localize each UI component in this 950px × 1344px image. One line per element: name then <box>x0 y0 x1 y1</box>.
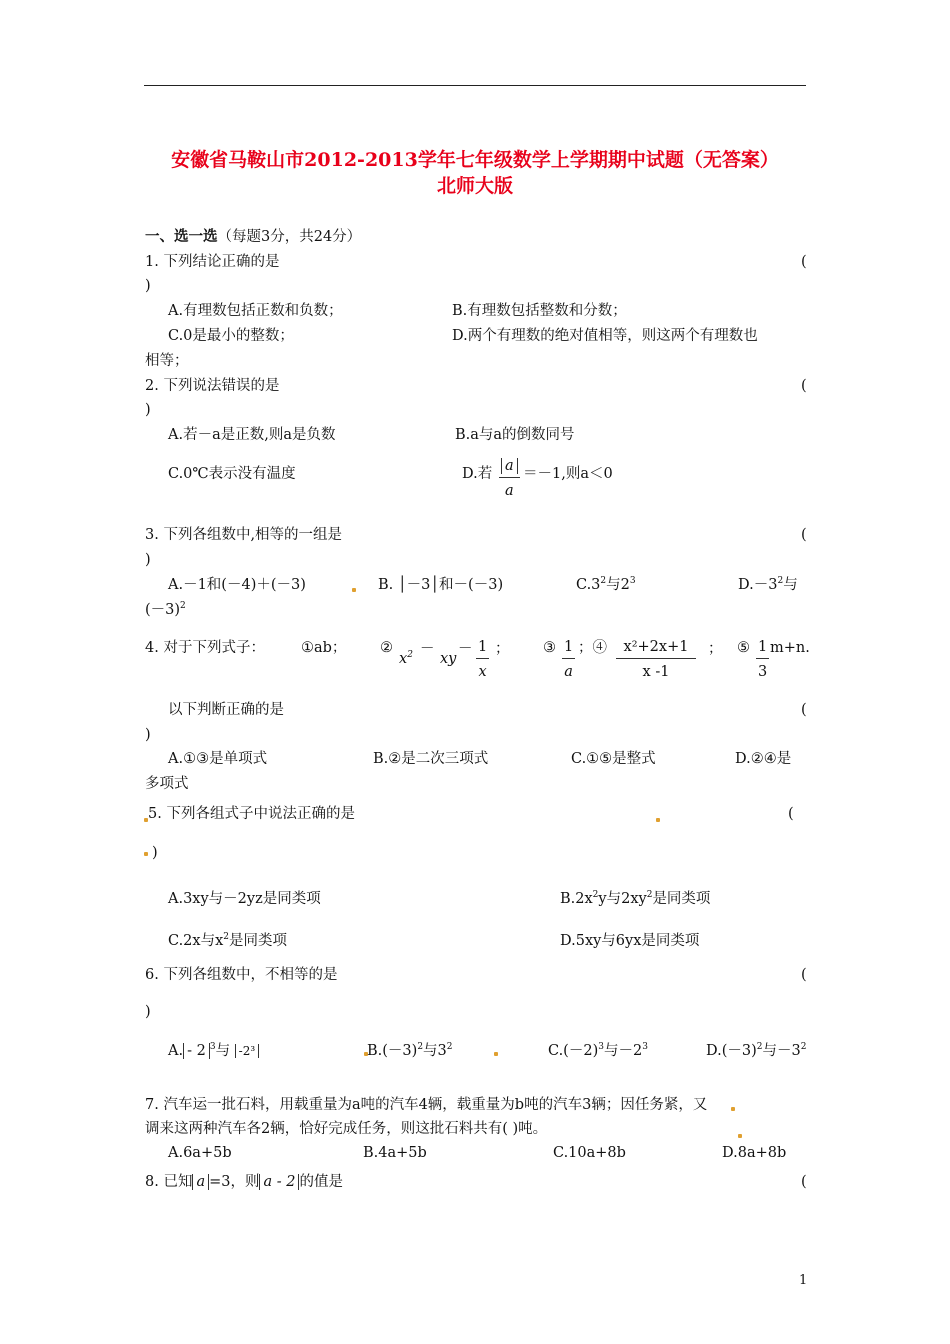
fraction-denominator: a <box>564 664 573 680</box>
q1-option-d-cont: 相等； <box>145 353 189 369</box>
fraction-denominator: x -1 <box>642 664 670 680</box>
q4-expr-5-fraction <box>756 638 769 681</box>
q4-expr-1: ①ab； <box>301 640 347 656</box>
q3-d-cont-base: (－3) <box>145 602 181 618</box>
q6-d-pre: D.(－3) <box>706 1043 757 1059</box>
q3-c-base2: 与2 <box>606 577 630 593</box>
q8-paren-open: ( <box>801 1174 807 1190</box>
q4-expr-2-minus: － <box>420 641 435 657</box>
artifact-dot <box>144 852 148 856</box>
q5-option-b <box>560 890 710 908</box>
abs-neg-2: - 2 <box>183 1043 210 1059</box>
q8-pre: 8. 已知 <box>145 1174 193 1190</box>
q4-option-a: A.①③是单项式 <box>168 751 268 767</box>
q3-c-exp2: 3 <box>629 576 636 586</box>
q3-option-b: B. │－3│和－(－3) <box>378 577 504 593</box>
q3-d-exp: 2 <box>777 576 784 586</box>
q3-d-mid: 与 <box>783 577 798 593</box>
q4-option-d-cont: 多项式 <box>145 776 189 792</box>
q6-option-d <box>706 1042 806 1060</box>
artifact-dot <box>738 1134 742 1138</box>
q2-option-b: B.a与a的倒数同号 <box>455 427 575 443</box>
q5-stem: 5. 下列各组式子中说法正确的是 <box>148 806 355 822</box>
q7-option-d: D.8a+8b <box>722 1145 787 1161</box>
abs-neg-2-cubed: -2³ <box>235 1044 260 1058</box>
exp-2: 2 <box>407 650 413 660</box>
q5-c-pre: C.2x与x <box>168 933 224 949</box>
q4-expr-2-end: ； <box>495 641 510 657</box>
q1-stem: 1. 下列结论正确的是 <box>145 254 280 270</box>
q6-paren-close: ) <box>145 1004 151 1020</box>
q3-option-a: A.－1和(－4)＋(－3) <box>168 577 306 593</box>
q6-a-pre: A. <box>168 1043 184 1059</box>
q8-mid: =3，则 <box>209 1174 260 1190</box>
q5-paren-open: ( <box>788 806 794 822</box>
q4-expr-4-mark: ；④ <box>578 640 607 656</box>
fraction-denominator: x <box>478 664 487 680</box>
q5-c-end: 是同类项 <box>229 933 288 949</box>
q1-paren-close: ) <box>145 278 151 294</box>
q6-d-exp: 2 <box>756 1042 763 1052</box>
q6-paren-open: ( <box>801 967 807 983</box>
fraction-denominator: 3 <box>758 664 768 680</box>
q3-option-d <box>738 576 798 594</box>
q7-option-a: A.6a+5b <box>168 1145 232 1161</box>
document-subtitle: 北师大版 <box>436 175 513 197</box>
q3-c-base1: C.3 <box>576 577 601 593</box>
q4-judge: 以下判断正确的是 <box>168 702 284 718</box>
q4-expr-3-mark: ③ <box>543 640 556 656</box>
q3-option-c <box>576 576 636 594</box>
q2-option-d-fraction <box>499 457 520 500</box>
q7-line-1: 7. 汽车运一批石料，用载重量为a吨的汽车4辆，载重量为b吨的汽车3辆；因任务紧，又 <box>145 1097 708 1113</box>
q4-paren-open: ( <box>801 702 807 718</box>
q7-option-c: C.10a+8b <box>553 1145 626 1161</box>
fraction-denominator: a <box>505 483 514 499</box>
q4-option-d: D.②④是 <box>735 751 792 767</box>
section-heading <box>145 228 361 246</box>
q5-option-a: A.3xy与－2yz是同类项 <box>168 891 321 907</box>
header-rule <box>144 85 806 86</box>
q4-expr-2-xy: xy <box>440 651 457 667</box>
abs-a-minus-2: a - 2 <box>259 1174 299 1190</box>
artifact-dot <box>494 1052 498 1056</box>
abs-a: a <box>501 458 518 474</box>
q6-b-exp2: 2 <box>446 1042 453 1052</box>
q2-stem: 2. 下列说法错误的是 <box>145 378 280 394</box>
q6-d-mid: 与－3 <box>762 1043 801 1059</box>
q1-option-b: B.有理数包括整数和分数； <box>452 303 627 319</box>
q2-paren-close: ) <box>145 402 151 418</box>
artifact-dot <box>656 818 660 822</box>
q4-expr-2-fraction <box>476 638 489 681</box>
q6-c-exp: 3 <box>598 1042 604 1052</box>
q3-option-d-cont <box>145 601 186 619</box>
q4-expr-5-mark: ⑤ <box>737 640 750 656</box>
q1-option-a: A.有理数包括正数和负数； <box>168 303 343 319</box>
q3-stem: 3. 下列各组数中,相等的一组是 <box>145 527 343 543</box>
q5-paren-close: ) <box>152 845 158 861</box>
q4-expr-2-x <box>399 650 413 668</box>
q6-stem: 6. 下列各组数中，不相等的是 <box>145 967 338 983</box>
fraction-numerator: x²+2x+1 <box>616 638 696 659</box>
q4-expr-5-end: m+n. <box>770 640 810 656</box>
q3-d-base: D.－3 <box>738 577 778 593</box>
q4-option-b: B.②是二次三项式 <box>373 751 489 767</box>
section-note: （每题3分，共24分） <box>217 229 362 245</box>
q6-b-pre: B.(－3) <box>367 1043 418 1059</box>
q6-b-exp: 2 <box>417 1042 424 1052</box>
q7-option-b: B.4a+5b <box>363 1145 427 1161</box>
q2-option-d-suffix: ＝－1,则a＜0 <box>523 466 613 482</box>
document-title: 安徽省马鞍山市2012-2013学年七年级数学上学期期中试题（无答案） <box>171 149 779 171</box>
q2-option-a: A.若－a是正数,则a是负数 <box>168 427 336 443</box>
var-x: x <box>399 651 408 667</box>
fraction-numerator: 1 <box>756 638 769 659</box>
q2-option-c: C.0℃表示没有温度 <box>168 466 296 482</box>
q1-option-c: C.0是最小的整数； <box>168 328 294 344</box>
q6-b-mid: 与3 <box>423 1043 447 1059</box>
q3-paren-close: ) <box>145 552 151 568</box>
page-number: 1 <box>799 1273 808 1288</box>
q6-c-pre: C.(－2) <box>548 1043 599 1059</box>
q4-paren-close: ) <box>145 727 151 743</box>
q5-b-exp1: 2 <box>592 890 599 900</box>
q1-paren-open: ( <box>801 254 807 270</box>
q4-expr-4-end: ； <box>708 641 723 657</box>
q3-d-cont-exp: 2 <box>180 601 186 611</box>
artifact-dot <box>731 1107 735 1111</box>
q6-option-c <box>548 1042 648 1060</box>
q5-option-c <box>168 932 287 950</box>
abs-a: a <box>192 1174 209 1190</box>
q5-b-end: 是同类项 <box>652 891 711 907</box>
fraction-numerator: 1 <box>562 638 575 659</box>
q6-a-mid: 与 <box>215 1043 231 1059</box>
q5-option-d: D.5xy与6yx是同类项 <box>560 933 700 949</box>
q2-option-d-prefix: D.若 <box>462 466 493 482</box>
q4-option-c: C.①⑤是整式 <box>571 751 656 767</box>
q5-b-mid: y与2xy <box>598 891 647 907</box>
fraction-numerator: 1 <box>476 638 489 659</box>
q3-paren-open: ( <box>801 527 807 543</box>
q8-end: 的值是 <box>299 1174 343 1190</box>
q4-stem: 4. 对于下列式子： <box>145 640 265 656</box>
q6-option-a <box>168 1042 259 1060</box>
q7-line-2: 调来这两种汽车各2辆，恰好完成任务，则这批石料共有( )吨。 <box>145 1121 548 1137</box>
q5-b-exp2: 2 <box>646 890 653 900</box>
q4-expr-2-mark: ② <box>380 640 393 656</box>
q4-expr-4-fraction <box>616 638 696 681</box>
q1-option-d: D.两个有理数的绝对值相等，则这两个有理数也 <box>452 328 758 344</box>
q4-expr-2-minus2: － <box>458 641 473 657</box>
q5-b-pre: B.2x <box>560 891 593 907</box>
q4-expr-3-fraction <box>562 638 575 681</box>
q3-c-exp1: 2 <box>600 576 607 586</box>
q6-c-exp2: 3 <box>642 1042 648 1052</box>
artifact-dot <box>352 588 356 592</box>
q2-paren-open: ( <box>801 378 807 394</box>
q6-d-exp2: 2 <box>800 1042 807 1052</box>
q6-c-mid: 与－2 <box>603 1043 643 1059</box>
section-title: 一、选一选 <box>145 228 218 245</box>
q8-stem <box>145 1173 343 1191</box>
q5-c-exp: 2 <box>223 932 230 942</box>
q6-a-exp: 3 <box>209 1042 216 1052</box>
q6-option-b <box>367 1042 453 1060</box>
